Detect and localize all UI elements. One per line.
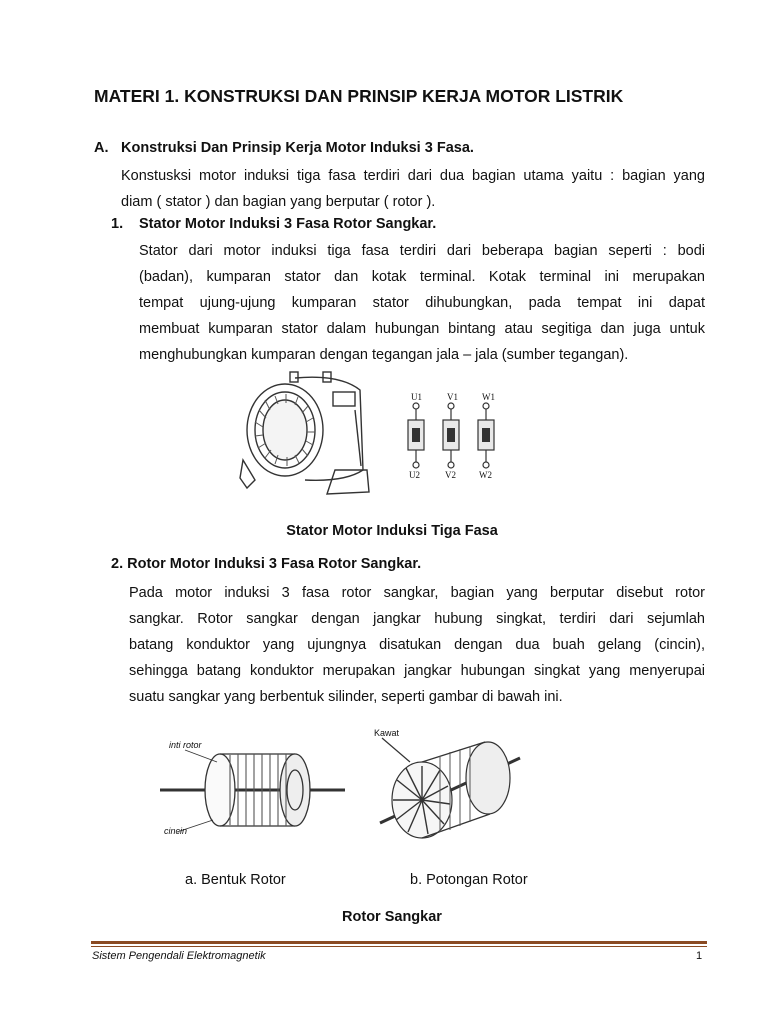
section-a-intro-line1: Konstusksi motor induksi tiga fasa terdiri dari dua bagian utama yaitu : bagian yang: [121, 168, 705, 184]
subsection2-heading: 2. Rotor Motor Induksi 3 Fasa Rotor Sangkar.: [111, 556, 422, 572]
sub-caption-a: a. Bentuk Rotor: [185, 872, 286, 888]
terminal-label-v1: V1: [447, 392, 458, 402]
footer-title: Sistem Pengendali Elektromagnetik: [92, 950, 266, 962]
terminal-label-w1: W1: [482, 392, 495, 402]
wire-label: Kawat: [374, 728, 400, 738]
section-a-label: A.: [94, 140, 109, 156]
paragraph-line: tempat ujung-ujung kumparan stator dihubungkan, pada tempat ini dapat: [139, 295, 705, 311]
paragraph-line: sehingga batang konduktor merupakan jangkar hubungan singkat yang menyerupai: [129, 663, 705, 679]
paragraph-line: Pada motor induksi 3 fasa rotor sangkar, bagian yang berputar disebut rotor: [129, 585, 705, 601]
paragraph-line: sangkar. Rotor sangkar dengan jangkar hubung singkat, terdiri dari sejumlah: [129, 611, 705, 627]
section-a-heading: Konstruksi Dan Prinsip Kerja Motor Induksi 3 Fasa.: [121, 140, 474, 156]
rotor-figure-caption: Rotor Sangkar: [342, 909, 442, 925]
page-title: MATERI 1. KONSTRUKSI DAN PRINSIP KERJA MOTOR LISTRIK: [94, 86, 624, 106]
rotor-section-illustration: [370, 728, 530, 848]
stator-figure-caption: Stator Motor Induksi Tiga Fasa: [286, 523, 498, 539]
section-a-intro-line2: diam ( stator ) dan bagian yang berputar ( rotor ).: [121, 194, 436, 210]
subsection1-number: 1.: [111, 216, 124, 232]
sub-caption-b: b. Potongan Rotor: [410, 872, 528, 888]
paragraph-line: membuat kumparan stator dalam hubungan bintang atau segitiga dan juga untuk: [139, 321, 705, 337]
ring-label: cincin: [164, 826, 188, 836]
paragraph-line: Stator dari motor induksi tiga fasa terdiri dari beberapa bagian seperti : bodi: [139, 243, 705, 259]
subsection1-heading: Stator Motor Induksi 3 Fasa Rotor Sangkar.: [139, 216, 437, 232]
terminal-label-u2: U2: [409, 470, 420, 480]
paragraph-line: batang konduktor yang ujungnya disatukan dengan dua buah gelang (cincin),: [129, 637, 705, 653]
paragraph-line: suatu sangkar yang berbentuk silinder, seperti gambar di bawah ini.: [129, 689, 563, 705]
stator-illustration: [235, 370, 395, 505]
paragraph-line: menghubungkan kumparan dengan tegangan jala – jala (sumber tegangan).: [139, 347, 629, 363]
footer-rule: [91, 941, 707, 944]
terminal-label-v2: V2: [445, 470, 456, 480]
terminal-label-u1: U1: [411, 392, 422, 402]
rotor-core-label: inti rotor: [169, 740, 202, 750]
rotor-shape-illustration: [155, 740, 355, 840]
footer-rule-thin: [91, 946, 707, 947]
paragraph-line: (badan), kumparan stator dan kotak terminal. Kotak terminal ini merupakan: [139, 269, 705, 285]
terminal-label-w2: W2: [479, 470, 492, 480]
page-number: 1: [696, 950, 703, 962]
